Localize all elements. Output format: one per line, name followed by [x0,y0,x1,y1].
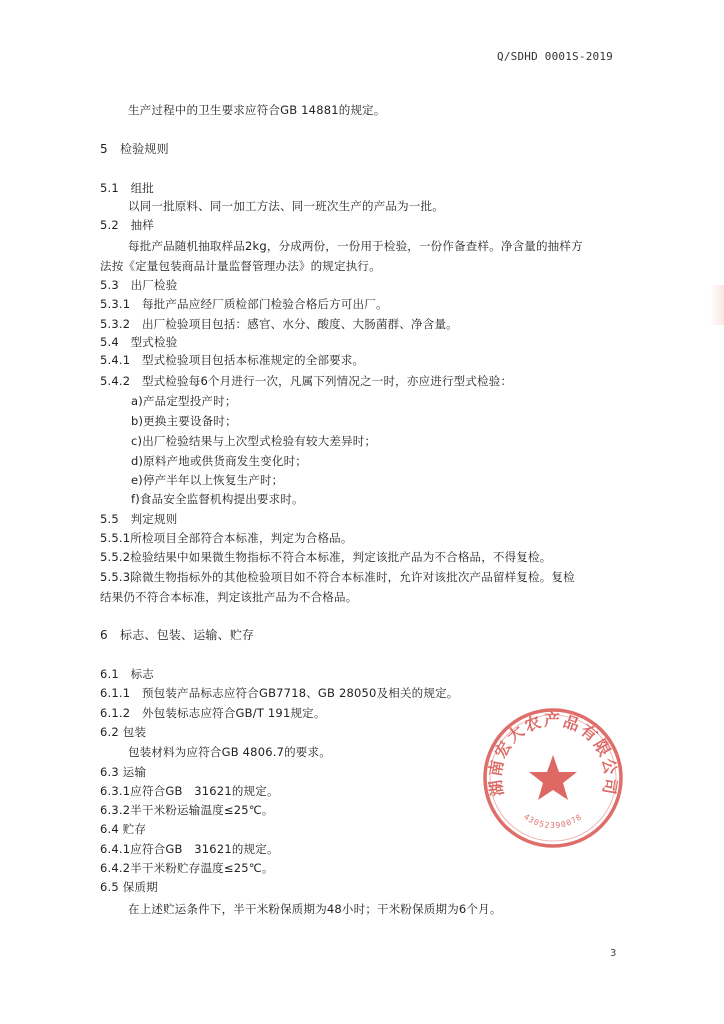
text-line: 法按《定量包装商品计量监督管理办法》的规定执行。 [100,259,381,273]
doc-code-header: Q/SDHD 0001S-2019 [497,50,613,63]
edge-stain [710,285,724,325]
subsection-heading: 6.2 包装 [100,725,147,739]
subsection-heading: 5.4 型式检验 [100,335,178,349]
subsection-heading: 5.3 出厂检验 [100,278,178,292]
subsection-heading: 5.2 抽样 [100,218,154,232]
subsection-heading: 5.1 组批 [100,181,154,195]
list-item: c)出厂检验结果与上次型式检验有较大差异时； [131,434,377,448]
text-line: 在上述贮运条件下，半干米粉保质期为48小时；干米粉保质期为6个月。 [128,902,502,916]
star-icon [529,755,577,800]
list-item: f)食品安全监督机构提出要求时。 [131,492,304,506]
text-line: 包装材料为应符合GB 4806.7的要求。 [128,745,331,759]
text-line: 每批产品随机抽取样品2kg，分成两份，一份用于检验，一份作备查样。净含量的抽样方 [128,239,583,253]
list-item: b)更换主要设备时； [131,414,237,428]
subsection-heading: 6.4 贮存 [100,822,147,836]
page-number: 3 [610,948,617,959]
subsection-heading: 6.3 运输 [100,765,147,779]
subsection-heading: 6.1 标志 [100,667,154,681]
text-line: 5.5.2检验结果中如果微生物指标不符合本标准，判定该批产品为不合格品，不得复检。 [100,550,552,564]
text-line: 6.1.1 预包装产品标志应符合GB7718、GB 28050及相关的规定。 [100,686,459,700]
text-line: 5.5.1所检项目全部符合本标准，判定为合格品。 [100,531,353,545]
list-item: a)产品定型投产时； [131,394,237,408]
list-item: d)原料产地或供货商发生变化时； [131,454,307,468]
text-line: 6.4.1应符合GB 31621的规定。 [100,842,279,856]
text-line: 6.3.1应符合GB 31621的规定。 [100,784,279,798]
company-seal-stamp [478,703,628,853]
text-line: 6.1.2 外包装标志应符合GB/T 191规定。 [100,706,326,720]
text-line: 结果仍不符合本标准，判定该批产品为不合格品。 [100,590,358,604]
subsection-heading: 5.5 判定规则 [100,512,178,526]
svg-text:湖南宏大农产品有限公司: 湖南宏大农产品有限公司 [485,710,621,798]
text-line: 5.3.2 出厂检验项目包括：感官、水分、酸度、大肠菌群、净含量。 [100,317,458,331]
text-line: 生产过程中的卫生要求应符合GB 14881的规定。 [128,103,386,117]
list-item: e)停产半年以上恢复生产时； [131,473,284,487]
text-line: 6.3.2半干米粉运输温度≤25℃。 [100,803,274,817]
svg-text:43052390078: 43052390078 [522,812,584,831]
text-line: 以同一批原料、同一加工方法、同一班次生产的产品为一批。 [128,199,444,213]
section-heading: 6 标志、包装、运输、贮存 [100,628,255,642]
text-line: 5.5.3除微生物指标外的其他检验项目如不符合本标准时，允许对该批次产品留样复检。复检 [100,570,575,584]
text-line: 5.4.1 型式检验项目包括本标准规定的全部要求。 [100,353,365,367]
text-line: 5.3.1 每批产品应经厂质检部门检验合格后方可出厂。 [100,297,388,311]
section-heading: 5 检验规则 [100,142,169,156]
text-line: 5.4.2 型式检验每6个月进行一次，凡属下列情况之一时，亦应进行型式检验： [100,374,513,388]
subsection-heading: 6.5 保质期 [100,880,158,894]
text-line: 6.4.2半干米粉贮存温度≤25℃。 [100,861,274,875]
